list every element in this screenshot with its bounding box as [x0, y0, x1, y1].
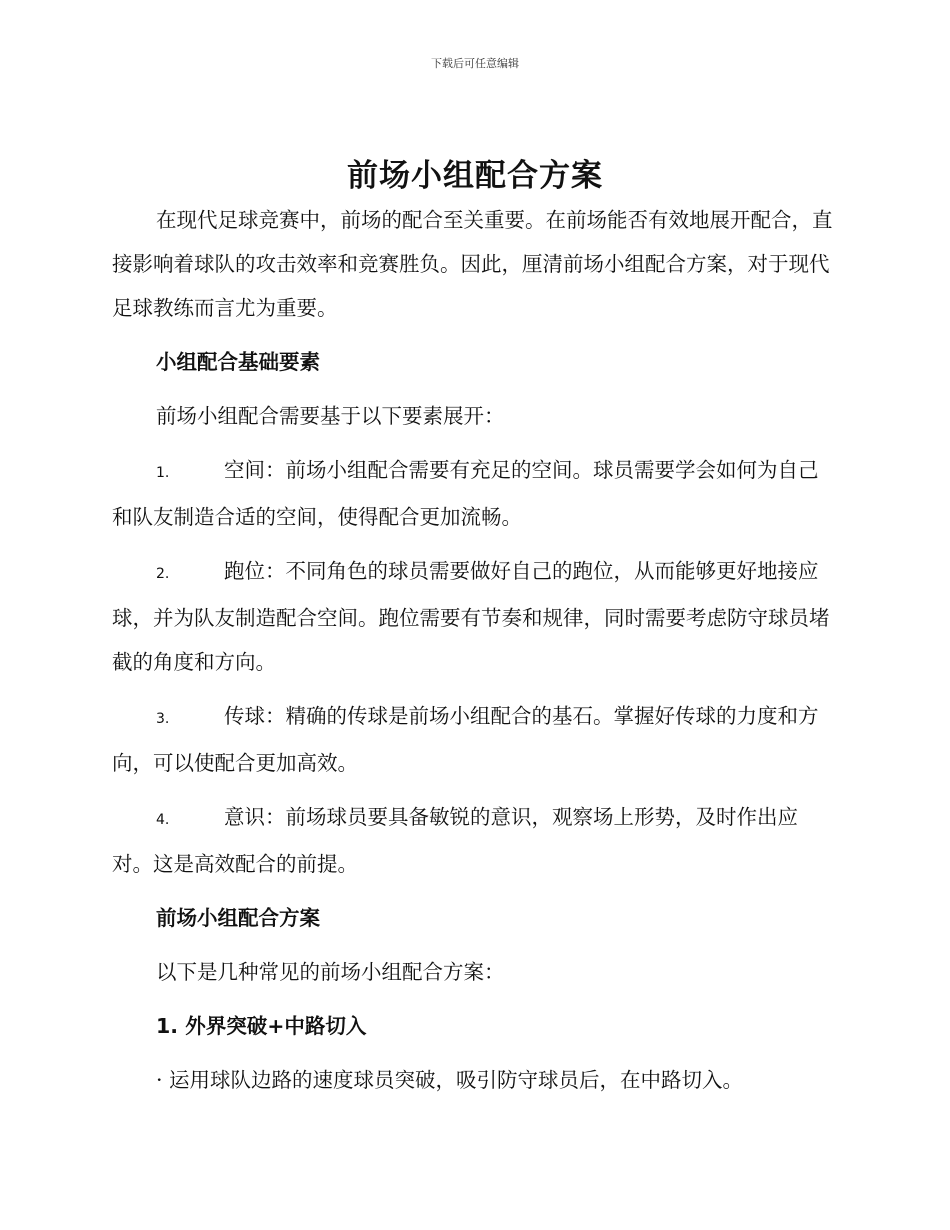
document-title: 前场小组配合方案: [347, 158, 603, 194]
list-item-number: 2.: [156, 566, 170, 582]
list-item-number: 4.: [156, 812, 170, 828]
list-item-number: 1.: [156, 465, 170, 481]
bullet-point: · 运用球队边路的速度球员突破，吸引防守球员后，在中路切入。: [156, 1068, 744, 1092]
list-item-number: 3.: [156, 711, 170, 727]
section-heading-plans: 前场小组配合方案: [156, 906, 320, 930]
list-item-text: 跑位：不同角色的球员需要做好自己的跑位，从而能够更好地接应球，并为队友制造配合空间。跑位需要有节奏和规律，同时需要考虑防守球员堵截的角度和方向。: [112, 559, 830, 674]
list-item: [112, 549, 834, 684]
list-item-text: 传球：精确的传球是前场小组配合的基石。掌握好传球的力度和方向，可以使配合更加高效。: [112, 704, 819, 775]
list-item: [112, 694, 834, 785]
section-lead-plans: 以下是几种常见的前场小组配合方案：: [156, 960, 505, 984]
header-note: 下载后可任意编辑: [431, 57, 519, 70]
document-body: [112, 198, 834, 1102]
intro-paragraph: 在现代足球竞赛中，前场的配合至关重要。在前场能否有效地展开配合，直接影响着球队的攻击效率和竞赛胜负。因此，厘清前场小组配合方案，对于现代足球教练而言尤为重要。: [112, 208, 833, 320]
list-item-text: 空间：前场小组配合需要有充足的空间。球员需要学会如何为自己和队友制造合适的空间，使得配合更加流畅。: [112, 458, 819, 529]
section-heading-basics: 小组配合基础要素: [156, 350, 320, 374]
subsection-heading: 1. 外界突破+中路切入: [156, 1014, 367, 1038]
list-item: [112, 448, 834, 539]
list-item-text: 意识：前场球员要具备敏锐的意识，观察场上形势，及时作出应对。这是高效配合的前提。: [112, 805, 798, 876]
list-item: [112, 795, 834, 886]
section-lead-basics: 前场小组配合需要基于以下要素展开：: [156, 404, 505, 428]
